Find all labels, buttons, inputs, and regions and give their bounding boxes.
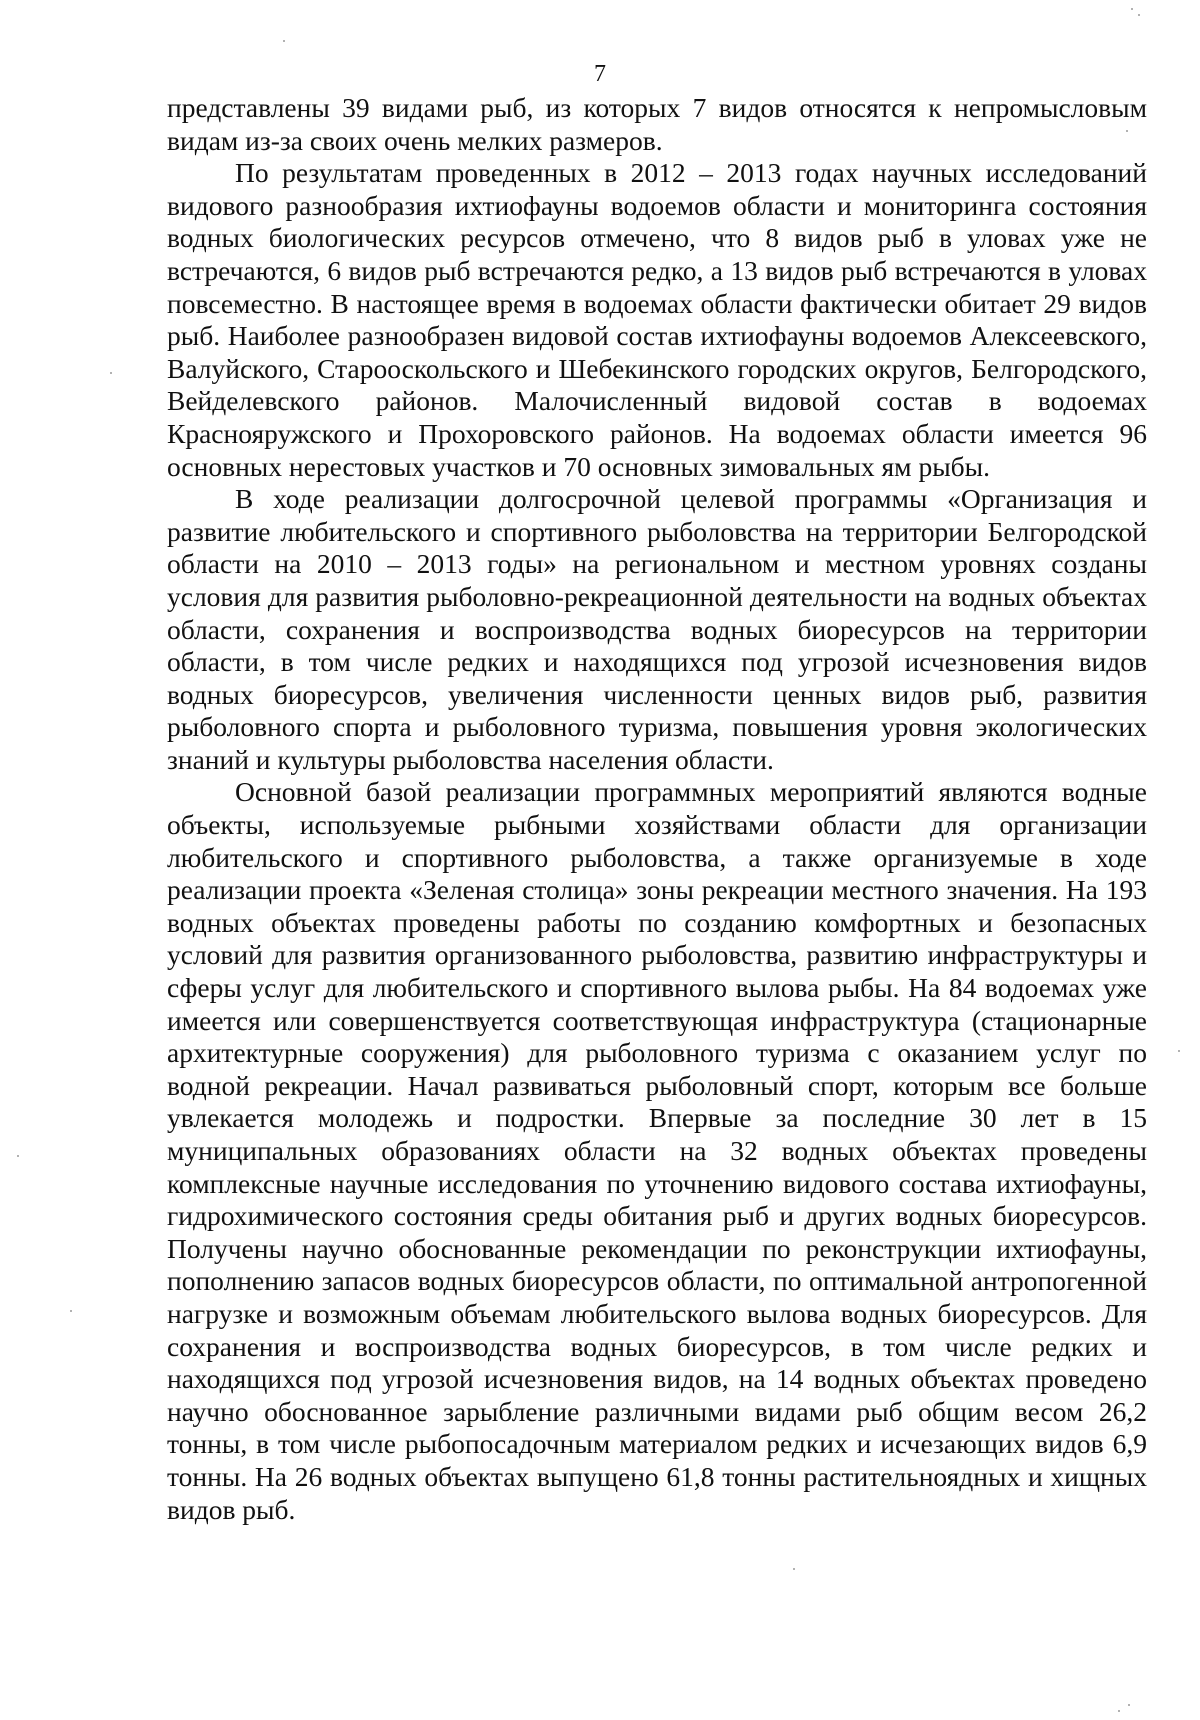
scan-speck (283, 40, 285, 42)
scan-speck (70, 1310, 72, 1312)
paragraph-program-base: Основной базой реализации программных мероприятий являются водные объекты, используемые рыбными хозяйствами области для организации любительского и спортивного рыболовства, а также организуемые в ходе реализации проекта «Зеленая столица» зоны рекреации местного значения. На 193 водных объектах проведены работы по созданию комфортных и безопасных условий для развития организованного рыболовства, развитию инфраструктуры и сферы услуг для любительского и спортивного вылова рыбы. На 84 водоемах уже имеется или совершенствуется соответствующая инфраструктура (стационарные архитектурные сооружения) для рыболовного туризма с оказанием услуг по водной рекреации. Начал развиваться рыболовный спорт, которым все больше увлекается молодежь и подростки. Впервые за последние 30 лет в 15 муниципальных образованиях области на 32 водных объектах проведены комплексные научные исследования по уточнению видового состава ихтиофауны, гидрохимического состояния среды обитания рыб и других водных биоресурсов. Получены научно обоснованные рекомендации по реконструкции ихтиофауны, пополнению запасов водных биоресурсов области, по оптимальной антропогенной нагрузке и возможным объемам любительского вылова водных биоресурсов. Для сохранения и воспроизводства водных биоресурсов, в том числе редких и находящихся под угрозой исчезновения видов, на 14 водных объектах проведено научно обоснованное зарыбление различными видами рыб общим весом 26,2 тонны, в том числе рыбопосадочным материалом редких и исчезающих видов 6,9 тонны. На 26 водных объектах выпущено 61,8 тонны растительноядных и хищных видов рыб. (167, 776, 1147, 1525)
scan-speck (1138, 14, 1140, 16)
scan-speck (1131, 8, 1133, 10)
scan-speck (17, 1155, 19, 1157)
scan-speck (1178, 1050, 1180, 1052)
scan-speck (1128, 1704, 1130, 1706)
page-number: 7 (594, 61, 606, 87)
paragraph-continuation: представлены 39 видами рыб, из которых 7 видов относятся к непромысловым видам из-за своих очень мелких размеров. (167, 92, 1147, 156)
scan-speck (1118, 1710, 1120, 1712)
scan-speck (793, 1568, 795, 1570)
paragraph-target-program: В ходе реализации долгосрочной целевой программы «Организация и развитие любительского и спортивного рыболовства на территории Белгородской области на 2010 – 2013 годы» на региональном и местном уровнях созданы условия для развития рыболовно-рекреационной деятельности на водных объектах области, сохранения и воспроизводства водных биоресурсов на территории области, в том числе редких и находящихся под угрозой исчезновения видов водных биоресурсов, увеличения численности ценных видов рыб, развития рыболовного спорта и рыболовного туризма, повышения уровня экологических знаний и культуры рыболовства населения области. (167, 483, 1147, 775)
scan-speck (110, 372, 112, 374)
document-body (167, 92, 1147, 1526)
scan-speck (1126, 130, 1128, 132)
paragraph-research-results: По результатам проведенных в 2012 – 2013 годах научных исследований видового разнообразия ихтиофауны водоемов области и мониторинга состояния водных биологических ресурсов отмечено, что 8 видов рыб в уловах уже не встречаются, 6 видов рыб встречаются редко, а 13 видов рыб встречаются в уловах повсеместно. В настоящее время в водоемах области фактически обитает 29 видов рыб. Наиболее разнообразен видовой состав ихтиофауны водоемов Алексеевского, Валуйского, Старооскольского и Шебекинского городских округов, Белгородского, Вейделевского районов. Малочисленный видовой состав в водоемах Краснояружского и Прохоровского районов. На водоемах области имеется 96 основных нерестовых участков и 70 основных зимовальных ям рыбы. (167, 157, 1147, 482)
